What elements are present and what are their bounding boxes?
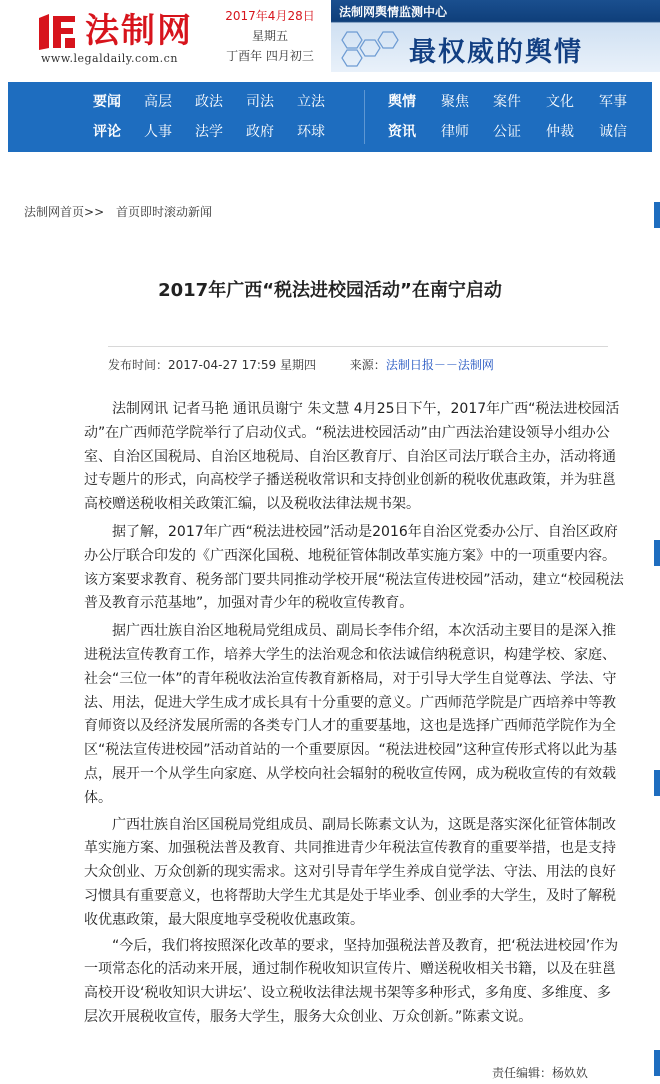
- nav-item-zhengfu[interactable]: 政府: [246, 124, 274, 140]
- right-sidebar-tab[interactable]: [654, 1050, 660, 1076]
- nav-item-sifa[interactable]: 司法: [246, 94, 274, 110]
- publish-time: 2017-04-27 17:59 星期四: [168, 358, 316, 372]
- nav-row-2: [8, 118, 652, 146]
- nav-item-renshi[interactable]: 人事: [144, 124, 172, 140]
- site-logo[interactable]: [35, 8, 215, 70]
- nav-item-pinglun[interactable]: 评论: [93, 124, 121, 140]
- nav-item-gongzheng[interactable]: 公证: [493, 124, 521, 140]
- opinion-monitor-banner[interactable]: [331, 0, 660, 72]
- editor-label: 责任编辑：: [492, 1066, 553, 1080]
- nav-item-yuqing[interactable]: 舆情: [388, 94, 416, 110]
- title-divider: [108, 346, 608, 347]
- date-block: [222, 6, 318, 66]
- breadcrumb-separator: >>: [84, 205, 105, 219]
- article-paragraph: 广西壮族自治区国税局党组成员、副局长陈素文认为，这既是落实深化征管体制改革实施方案、加强税法普及教育、共同推进青少年税法宣传教育的重要举措，也是支持大众创业、万众创新的现实需求。这对引导青年学生养成自觉学法、守法、用法的良好习惯具有重要意义，也将帮助大学生尤其是处于毕业季、创业季的大学生，及时了解税收优惠政策，最大限度地享受税收优惠政策。: [84, 816, 616, 928]
- article-meta: [108, 356, 494, 373]
- article-title: 2017年广西“税法进校园活动”在南宁启动: [158, 280, 502, 301]
- nav-item-chengxin[interactable]: 诚信: [599, 124, 627, 140]
- banner-slogan: 最权威的舆情: [409, 37, 583, 68]
- breadcrumb-home-link[interactable]: 法制网首页: [24, 205, 85, 219]
- logo-text: 法制网: [85, 11, 193, 51]
- editor-name: 杨奺奺: [552, 1066, 589, 1080]
- publish-time-label: 发布时间：: [108, 358, 169, 372]
- nav-row-1: [8, 88, 652, 116]
- nav-item-junshi[interactable]: 军事: [599, 94, 627, 110]
- right-sidebar-tab[interactable]: [654, 540, 660, 566]
- nav-item-lifa[interactable]: 立法: [297, 94, 325, 110]
- lunar-date: 丁酉年 四月初三: [226, 49, 314, 63]
- nav-item-lvshi[interactable]: 律师: [441, 124, 469, 140]
- breadcrumb-current-link[interactable]: 首页即时滚动新闻: [115, 205, 212, 219]
- nav-divider: [364, 90, 365, 144]
- site-header: [0, 0, 660, 78]
- nav-item-faxue[interactable]: 法学: [195, 124, 223, 140]
- nav-item-huanqiu[interactable]: 环球: [297, 124, 325, 140]
- banner-title: 法制网舆情监测中心: [339, 5, 448, 19]
- weekday: 星期五: [251, 29, 288, 43]
- nav-item-yaowen[interactable]: 要闻: [93, 94, 121, 110]
- article-paragraph: 法制网讯 记者马艳 通讯员谢宁 朱文慧 4月25日下午，2017年广西“税法进校园活动”在广西师范学院举行了启动仪式。“税法进校园活动”由广西法治建设领导小组办公室、自治区国税局、自治区地税局、自治区教育厅、自治区司法厅联合主办，活动将通过专题片的形式，向高校学子播送税收常识和支持创业创新的税收优惠政策，并为驻邕高校赠送税收相关政策汇编，以及税收法律法规书架。: [84, 401, 620, 513]
- current-date: 2017年4月28日: [225, 9, 315, 23]
- article-paragraph: “今后，我们将按照深化改革的要求，坚持加强税法普及教育，把‘税法进校园’作为一项常态化的活动来开展，通过制作税收知识宣传片、赠送税收相关书籍，以及在驻邕高校开设‘税收知识大讲坛’、设立税收法律法规书架等多种形式，多角度、多维度、多层次开展税收宣传，服务大学生，服务大众创业、万众创新。”陈素文说。: [84, 937, 619, 1025]
- right-sidebar-tab[interactable]: [654, 202, 660, 228]
- source-link[interactable]: 法制日报－－法制网: [385, 358, 494, 372]
- article-paragraph: 据广西壮族自治区地税局党组成员、副局长李伟介绍，本次活动主要目的是深入推进税法宣传教育工作，培养大学生的法治观念和依法诚信纳税意识，构建学校、家庭、社会“三位一体”的青年税收法治宣传教育新格局，对于引导大学生自觉尊法、学法、守法、用法，促进大学生成才成长具有十分重要的意义。广西师范学院是广西培养中等教育师资以及经济发展所需的各类专门人才的重要基地，这也是选择广西师范学院作为全区“税法宣传进校园”活动首站的一个重要原因。“税法进校园”这种宣传形式将以此为基点，展开一个从学生向家庭、从学校向社会辐射的税收宣传网，成为税收宣传的有效载体。: [84, 623, 618, 806]
- logo-mark-icon: [35, 12, 79, 52]
- responsible-editor: [492, 1064, 588, 1081]
- nav-item-zhongcai[interactable]: 仲裁: [546, 124, 574, 140]
- nav-item-zhengfa[interactable]: 政法: [195, 94, 223, 110]
- nav-item-jujiao[interactable]: 聚焦: [441, 94, 469, 110]
- nav-item-wenhua[interactable]: 文化: [546, 94, 574, 110]
- hexagon-pattern-icon: [335, 28, 403, 68]
- nav-item-anjian[interactable]: 案件: [493, 94, 521, 110]
- breadcrumb: [24, 203, 212, 220]
- nav-item-gaoceng[interactable]: 高层: [144, 94, 172, 110]
- article-body: [84, 398, 624, 1030]
- logo-url: www.legaldaily.com.cn: [41, 52, 178, 65]
- source-label: 来源：: [349, 358, 386, 372]
- nav-item-zixun[interactable]: 资讯: [388, 124, 416, 140]
- article-paragraph: 据了解，2017年广西“税法进校园”活动是2016年自治区党委办公厅、自治区政府办公厅联合印发的《广西深化国税、地税征管体制改革实施方案》中的一项重要内容。该方案要求教育、税务部门要共同推动学校开展“税法宣传进校园”活动，建立“校园税法普及教育示范基地”，加强对青少年的税收宣传教育。: [84, 523, 624, 612]
- main-nav: [8, 82, 652, 152]
- right-sidebar-tab[interactable]: [654, 770, 660, 796]
